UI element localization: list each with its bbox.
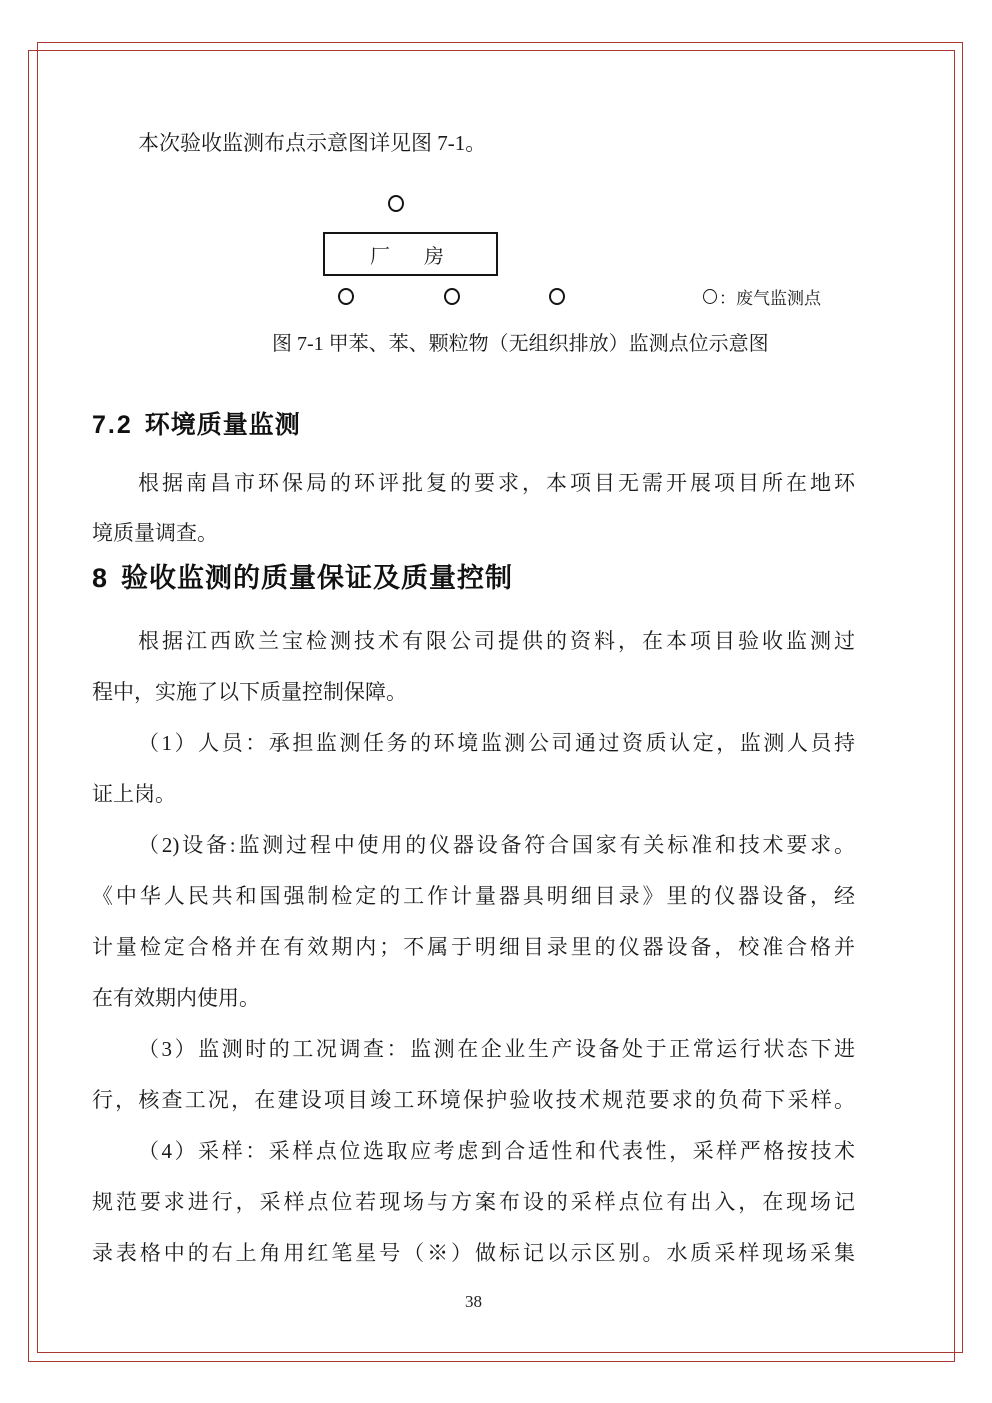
paragraph-line: （1）人员：承担监测任务的环境监测公司通过资质认定，监测人员持: [138, 731, 855, 755]
heading-7-2-number: 7.2: [92, 411, 133, 439]
paragraph-line: 行，核查工况，在建设项目竣工环境保护验收技术规范要求的负荷下采样。: [92, 1088, 855, 1112]
paragraph-line: 《中华人民共和国强制检定的工作计量器具明细目录》里的仪器设备，经: [92, 884, 855, 908]
legend-monitoring-point-icon: [703, 289, 717, 304]
legend-label: ：废气监测点: [719, 289, 821, 308]
intro-paragraph: [92, 118, 855, 169]
heading-8: [92, 556, 513, 595]
monitoring-point-icon: [388, 195, 404, 212]
paragraph-line: 规范要求进行，采样点位若现场与方案布设的采样点位有出入，在现场记: [92, 1190, 855, 1214]
paragraph-line: 录表格中的右上角用红笔星号（※）做标记以示区别。水质采样现场采集: [92, 1241, 855, 1265]
intro-line: 本次验收监测布点示意图详见图 7-1。: [138, 131, 487, 155]
paragraph-line: 在有效期内使用。: [92, 986, 260, 1010]
paragraph-line: 证上岗。: [92, 782, 176, 806]
paragraph-line: 根据江西欧兰宝检测技术有限公司提供的资料，在本项目验收监测过: [138, 629, 855, 653]
factory-building-box: [323, 232, 498, 276]
paragraph-line: 计量检定合格并在有效期内；不属于明细目录里的仪器设备，校准合格并: [92, 935, 855, 959]
monitoring-point-icon: [549, 288, 565, 305]
monitoring-point-icon: [338, 288, 354, 305]
paragraph-line: （2)设备:监测过程中使用的仪器设备符合国家有关标准和技术要求。: [138, 833, 855, 857]
figure-legend: [703, 287, 821, 306]
heading-8-number: 8: [92, 563, 110, 593]
monitoring-point-icon: [444, 288, 460, 305]
section-8-body: [92, 616, 855, 1279]
factory-building-label: 厂 房: [370, 245, 451, 268]
paragraph-line: 境质量调查。: [92, 521, 218, 545]
paragraph-line: 根据南昌市环保局的环评批复的要求，本项目无需开展项目所在地环: [138, 471, 855, 495]
paragraph-line: 程中，实施了以下质量控制保障。: [92, 680, 407, 704]
paragraph-line: （3）监测时的工况调查：监测在企业生产设备处于正常运行状态下进: [138, 1037, 855, 1061]
section-7-2-body: [92, 458, 855, 558]
heading-7-2-title: 环境质量监测: [144, 411, 301, 439]
page-number: 38: [465, 1292, 482, 1311]
heading-7-2: [92, 405, 301, 441]
heading-8-title: 验收监测的质量保证及质量控制: [121, 563, 514, 593]
figure-caption: 图 7-1 甲苯、苯、颗粒物（无组织排放）监测点位示意图: [272, 333, 769, 355]
paragraph-line: （4）采样：采样点位选取应考虑到合适性和代表性，采样严格按技术: [138, 1139, 855, 1163]
